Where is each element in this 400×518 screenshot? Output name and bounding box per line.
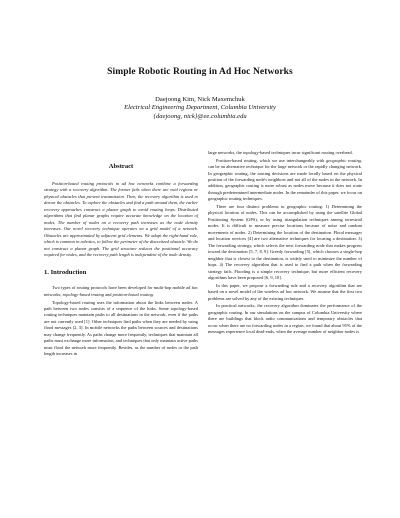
right-paragraph-2 <box>208 158 362 203</box>
author-names: Daejoong Kim, Nick Maxemchuk <box>155 96 245 103</box>
left-column <box>44 150 198 359</box>
right-paragraph-4: In this paper, we propose a forwarding rule and a recovery algorithm that are based on a novel model of the wireless ad hoc network. We assume that the first two problems are solved by any of the existing techniques. <box>208 282 362 301</box>
author-email: {daejoong, nick}@ee.columbia.edu <box>153 112 247 120</box>
paper-title: Simple Robotic Routing in Ad Hoc Networks <box>107 67 293 77</box>
intro-p1-em2: position-based routing <box>112 291 153 297</box>
right-p2-em: geographic routing <box>326 157 361 163</box>
right-paragraph-3: There are four distinct problems in geographic routing: 1) Determining the physical location of nodes. This can be accomplished by using the satellite Global Positioning System (GPS), or by using triangulation techniques among terrestrial nodes. It is difficult to measure precise locations because of noise and random movements of nodes. 2) Determining the location of the destination. Flood messages and location services [4] are two alternative techniques for locating a destination. 3) The forwarding strategy, which selects the next forwarding node that makes progress toward the destination [5, 7, 8, 9]. Greedy forwarding [5], which chooses a single-hop neighbor that is closest to the destination, is widely used to minimize the number of hops. 4) The recovery algorithm that is used to find a path when the forwarding strategy fails. Flooding is a simple recovery technique, but more efficient recovery algorithms have been proposed [6, 9, 10]. <box>208 204 362 280</box>
right-p2-end: , can be an alternative technique for the large network or the rapidly changing network. In geographic routing, the routing decisions are made locally based on the physical position of the forwarding node's neighbors and not all of the nodes in the network. In addition, geographic routing is more robust as nodes move because it does not route through predetermined intermediate nodes. In the remainder of this paper, we focus on geographic routing techniques. <box>208 157 362 202</box>
introduction-heading: 1. Introduction <box>44 269 87 277</box>
right-paragraph-5: In practical networks, the recovery algorithm dominates the performance of the geographic routing. In our simulations on the campus of Columbia University where there are buildings that block radio communications and temporary obstacles that occur when there are no forwarding nodes in a region, we found that about 95% of the messages experience local dead-ends, when the average number of neighbor nodes is <box>208 303 362 334</box>
abstract-text: Position-based routing protocols in ad hoc networks combine a forwarding strategy with a recovery algorithm. The former fails when there are void regions or physical obstacles that prevent transmission. Then, the recovery algorithm is used to detour the obstacles. To explore the obstacles and find a path around them, the earlier recovery approaches construct a planar graph to avoid routing loops. Distributed algorithms that find planar graphs require accurate knowledge on the location of nodes. The number of nodes on a recovery path increases as the node density increases. Our novel recovery technique operates on a grid model of a network. Obstacles are approximated by adjacent grid elements. We adapt the right-hand rule, which is common in robotics, to follow the perimeter of the discretized obstacle. We do not construct a planar graph. The grid structure reduces the positional accuracy required for nodes, and the recovery path length is independent of the node density. <box>44 181 198 257</box>
right-paragraph-1: large networks, the topology-based techniques incur significant routing overhead. <box>208 150 353 155</box>
intro-p1-end: . <box>152 291 154 297</box>
intro-paragraph-2: Topology-based routing uses the information about the links between nodes. A path between two nodes consists of a sequence of the links. Some topology-based routing techniques maintain paths to all destinations in the network, even if the paths are not currently used [1]. Other techniques find paths when they are needed by using flood messages [2, 3]. In mobile networks the paths between sources and destinations may change frequently. As paths change more frequently, techniques that maintain all paths must exchange more information, and techniques that only maintain active paths must flood the network more frequently. Besides, as the number of nodes or the path length increases in <box>44 299 198 357</box>
right-column <box>208 150 362 337</box>
author-affiliation: Electrical Engineering Department, Columbia University <box>124 104 276 112</box>
author-block <box>0 96 400 121</box>
abstract-heading: Abstract <box>108 163 134 170</box>
intro-p1-mid: and <box>104 291 113 297</box>
intro-paragraph-1 <box>44 285 198 298</box>
right-p2-start: Position-based routing, which we use interchangeably with <box>216 157 327 163</box>
intro-p1-em1: topology-based routing <box>62 291 104 297</box>
intro-p1-start: Two types of routing protocols have been developed for multi-hop mobile ad hoc networks; <box>44 285 198 297</box>
